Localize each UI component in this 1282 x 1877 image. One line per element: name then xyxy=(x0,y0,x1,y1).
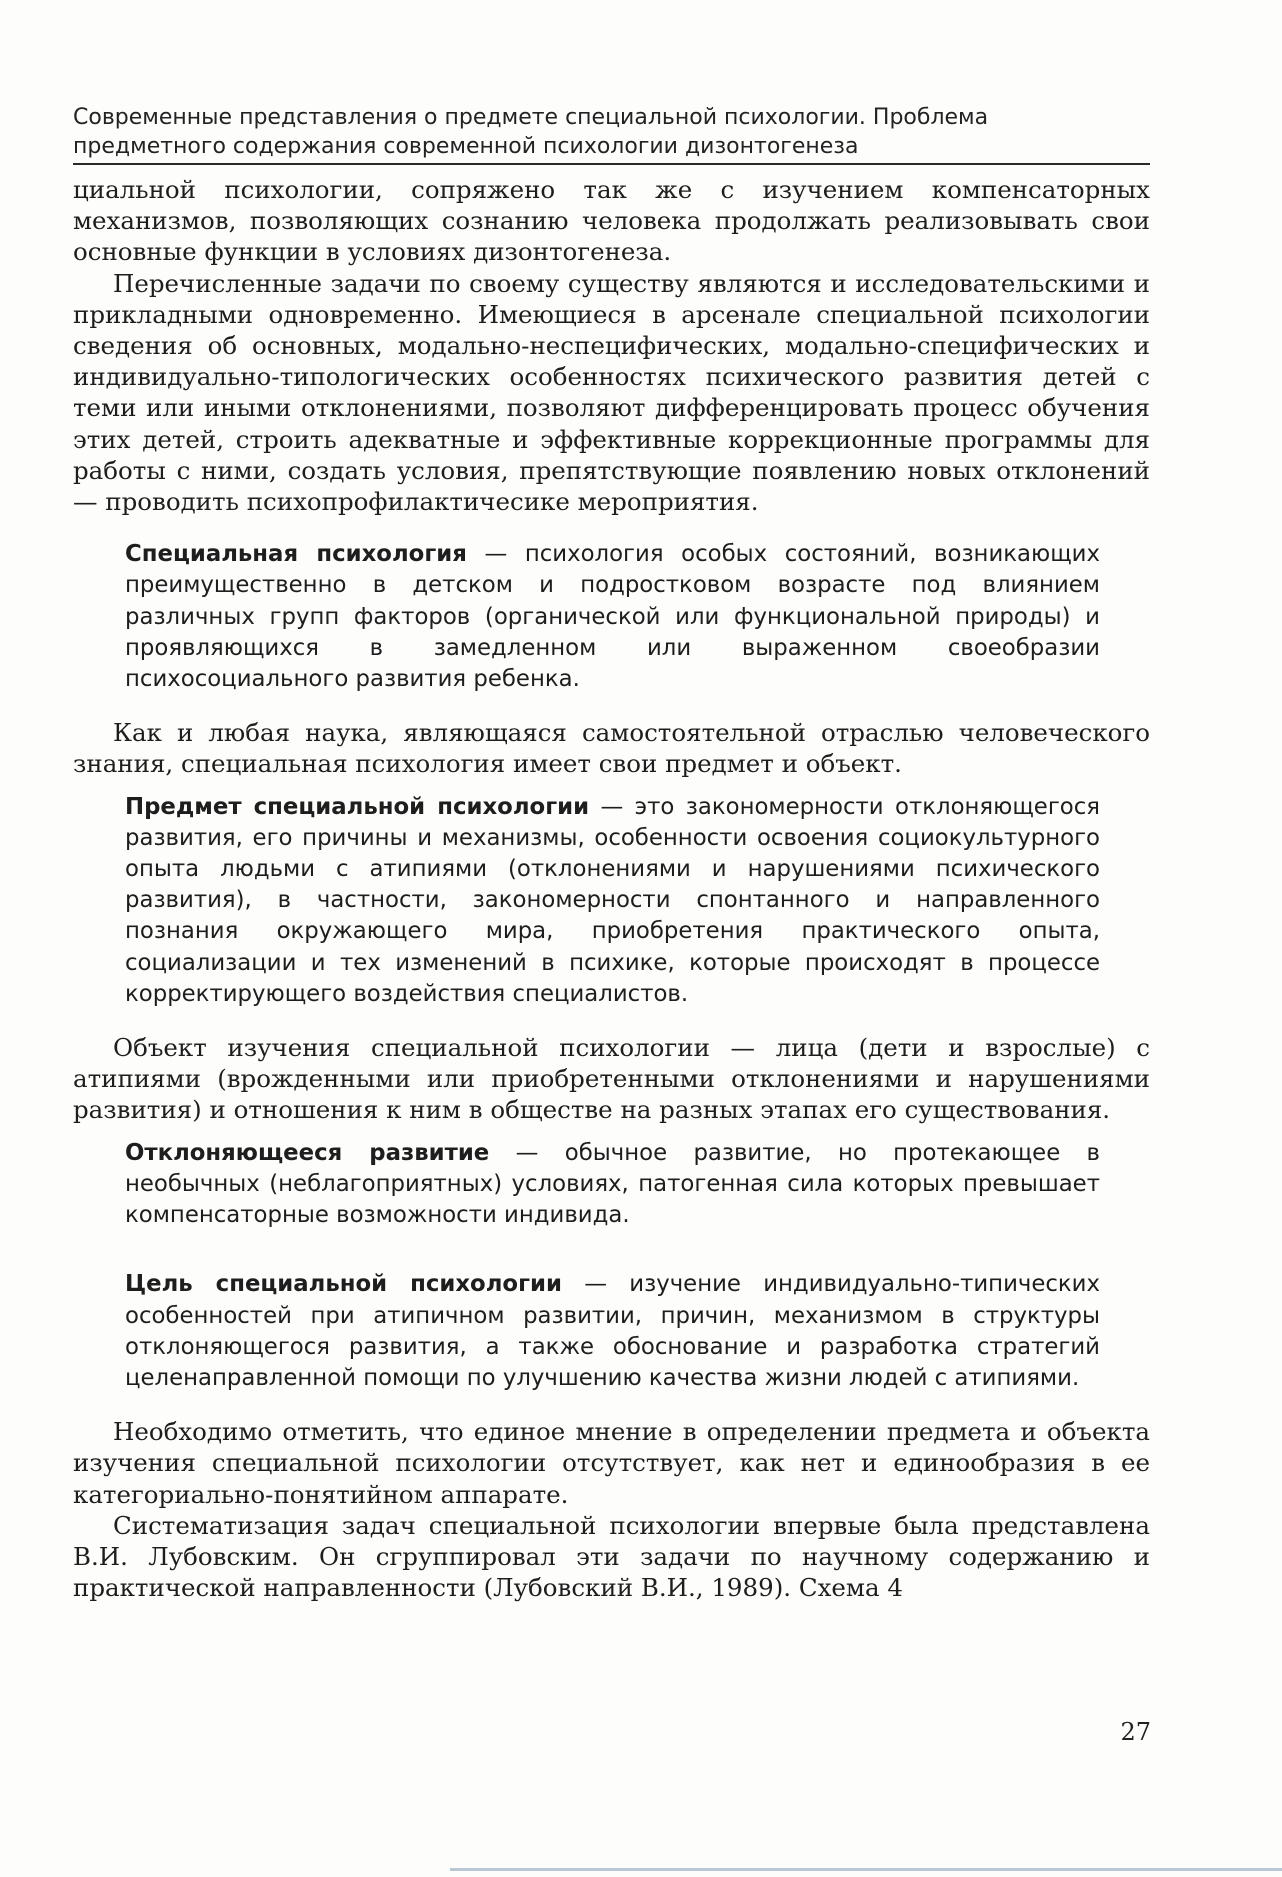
definition-text: — обычное развитие, но протекающее в необычных (неблагоприятных) условиях, патогенная сила которых превышает компенсаторные возможности индивида. xyxy=(125,1139,1100,1229)
definition-text: — это закономерности отклоняющегося развития, его причины и механизмы, особенности освоения социокультурного опыта людьми с атипиями (отклонениями и нарушениями психического развития), в частности, закономерности спонтанного и направленного познания окружающего мира, приобретения практического опыта, социализации и тех изменений в психике, которые происходят в процессе корректирующего воздействия специалистов. xyxy=(125,793,1100,1007)
definition-text: — изучение индивидуально-типических особенностей при атипичном развитии, причин, механизмом в структуры отклоняющегося развития, а также обоснование и разработка стратегий целенаправленной помощи по улучшению качества жизни людей с атипиями. xyxy=(125,1271,1100,1391)
definition-term: Цель специальной психологии xyxy=(125,1271,562,1298)
paragraph-object: Объект изучения специальной психологии — лица (дети и взрослые) с атипиями (врожденными или приобретенными отклонениями и нарушениями развития) и отношения к ним в обществе на разных этапах его существования. xyxy=(73,1033,1150,1125)
main-text xyxy=(73,174,1150,1603)
paragraph-systematization: Систематизация задач специальной психологии впервые была представлена В.И. Лубовским. Он сгруппировал эти задачи по научному содержанию и практической направленности (Лубовский В.И., 1989). Схема 4 xyxy=(73,1510,1150,1603)
paragraph-no-consensus: Необходимо отметить, что единое мнение в определении предмета и объекта изучения специальной психологии отсутствует, как нет и единообразия в ее категориально-понятийном аппарате. xyxy=(73,1417,1150,1509)
definition-term: Предмет специальной психологии xyxy=(125,793,590,820)
paragraph-tasks: Перечисленные задачи по своему существу являются и исследовательскими и прикладными одновременно. Имеющиеся в арсенале специальной психологии сведения об основных, модально-неспецифических, модально-специфических и индивидуально-типологических особенностях психического развития детей с теми или иными отклонениями, позволяют дифференцировать процесс обучения этих детей, строить адекватные и эффективные коррекционные программы для работы с ними, создать условия, препятствующие появлению новых отклонений — проводить психопрофилактичесике мероприятия. xyxy=(73,268,1150,517)
definition-goal xyxy=(125,1269,1100,1394)
header-line-1: Современные представления о предмете специальной психологии. Проблема xyxy=(73,105,989,130)
running-header xyxy=(73,103,1150,165)
paragraph-subject-object: Как и любая наука, являющаяся самостоятельной отраслью человеческого знания, специальная психология имеет свои предмет и объект. xyxy=(73,718,1150,779)
definition-term: Специальная психология xyxy=(125,541,467,568)
definition-special-psychology xyxy=(125,539,1100,695)
definition-term: Отклоняющееся развитие xyxy=(125,1139,490,1166)
definition-subject xyxy=(125,792,1100,1010)
header-line-2: предметного содержания современной психологии дизонтогенеза xyxy=(73,134,859,159)
page-number: 27 xyxy=(1120,1718,1151,1746)
paragraph-continuation: циальной психологии, сопряжено так же с изучением компенсаторных механизмов, позволяющих сознанию человека продолжать реализовывать свои основные функции в условиях дизонтогенеза. xyxy=(73,175,1150,267)
definition-deviant-development xyxy=(125,1138,1100,1232)
scan-edge-rule xyxy=(450,1868,1282,1871)
definition-text: — психология особых состояний, возникающих преимущественно в детском и подростковом возрасте под влиянием различных групп факторов (органической или функциональной природы) и проявляющихся в замедленном или выраженном своеобразии психосоциального развития ребенка. xyxy=(125,541,1100,693)
